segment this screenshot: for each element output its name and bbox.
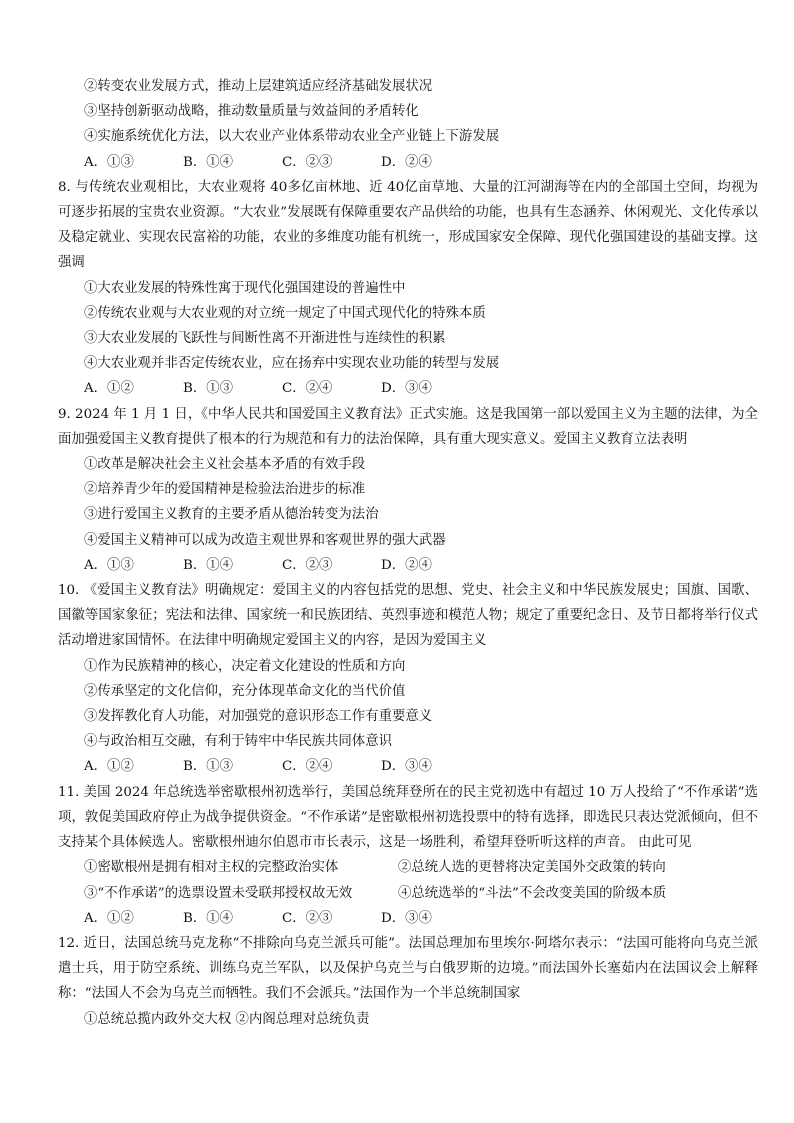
q11-option-1: ①密歇根州是拥有相对主权的完整政治实体 xyxy=(84,860,339,876)
q8-choice-b: B．①③ xyxy=(183,381,234,397)
q9-choice-c: C．②③ xyxy=(282,557,333,573)
q9-option-4: ④爱国主义精神可以成为改造主观世界和客观世界的强大武器 xyxy=(84,532,446,548)
q11-answer-choices xyxy=(58,906,758,931)
q9-answer-choices xyxy=(58,553,758,578)
q8-choice-d: D．③④ xyxy=(381,381,432,397)
choice-d: D．②④ xyxy=(381,154,432,170)
q12-options-1-2: ①总统总揽内政外交大权 ②内阁总理对总统负责 xyxy=(84,1011,370,1027)
question-8-stem: 8. 与传统农业观相比，大农业观将 40多亿亩林地、近 40亿亩草地、大量的江河湖海等在内的全部国土空间，均视为可逐步拓展的宝贵农业资源。“大农业”发展既有保障重要农产品供给的功能，也具有生态涵养、休闲观光、文化传承以及稳定就业、实现农民富裕的功能，农业的多维度功能有机统一，形成国家安全保障、现代化强国建设的基础支撑。这强调 xyxy=(58,179,758,271)
q11-choice-d: D．③④ xyxy=(381,910,432,926)
exam-page xyxy=(58,74,758,1032)
q8-choice-c: C．②④ xyxy=(282,381,333,397)
question-9-stem: 9. 2024 年 1 月 1 日，《中华人民共和国爱国主义教育法》正式实施。这是我国第一部以爱国主义为主题的法律，为全面加强爱国主义教育提供了根本的行为规范和有力的法治保障，具有重大现实意义。爱国主义教育立法表明 xyxy=(58,406,758,447)
choice-a: A．①③ xyxy=(84,154,134,170)
question-12-stem: 12. 近日，法国总统马克龙称“不排除向乌克兰派兵可能”。法国总理加布里埃尔·阿塔尔表示：“法国可能将向乌克兰派遣士兵，用于防空系统、训练乌克兰军队，以及保护乌克兰与白俄罗斯的边境。”而法国外长塞茹内在法国议会上解释称：“法国人不会为乌克兰而牺牲。我们不会派兵。”法国作为一个半总统制国家 xyxy=(58,935,758,1002)
answer-choices xyxy=(58,150,758,175)
q8-option-1: ①大农业发展的特殊性寓于现代化强国建设的普遍性中 xyxy=(84,280,406,296)
q11-option-3: ③“不作承诺”的选票设置未受联邦授权故无效 xyxy=(84,885,353,901)
q10-choice-a: A．①② xyxy=(84,759,134,775)
q9-option-3: ③进行爱国主义教育的主要矛盾从德治转变为法治 xyxy=(84,507,379,523)
q10-option-1: ①作为民族精神的核心，决定着文化建设的性质和方向 xyxy=(84,658,406,674)
q9-choice-a: A．①③ xyxy=(84,557,134,573)
question-11-stem: 11. 美国 2024 年总统选举密歇根州初选举行，美国总统拜登所在的民主党初选中有超过 10 万人投给了“不作承诺”选项，敦促美国政府停止为战争提供资金。“不作承诺”是密歇根州初选投票中的特有选择，即选民只表达党派倾向，但不支持某个具体候选人。密歇根州迪尔伯恩市市长表示，这是一场胜利，希望拜登听听这样的声音。 由此可见 xyxy=(58,784,758,851)
option-4: ④实施系统优化方法，以大农业产业体系带动农业全产业链上下游发展 xyxy=(84,129,500,145)
option-3: ③坚持创新驱动战略，推动数量质量与效益间的矛盾转化 xyxy=(84,104,419,120)
q8-choice-a: A．①② xyxy=(84,381,134,397)
q11-option-2: ②总统人选的更替将决定美国外交政策的转向 xyxy=(398,860,666,876)
q8-option-2: ②传统农业观与大农业观的对立统一规定了中国式现代化的特殊本质 xyxy=(84,305,486,321)
q10-choice-c: C．②④ xyxy=(282,759,333,775)
q10-answer-choices xyxy=(58,754,758,779)
q9-option-2: ②培养青少年的爱国精神是检验法治进步的标准 xyxy=(84,482,366,498)
q11-options-row-1 xyxy=(58,855,758,880)
q11-options-row-2 xyxy=(58,881,758,906)
q11-choice-b: B．①④ xyxy=(183,910,234,926)
q8-option-3: ③大农业发展的飞跃性与间断性离不开渐进性与连续性的积累 xyxy=(84,331,446,347)
choice-c: C．②③ xyxy=(282,154,333,170)
q11-choice-c: C．②③ xyxy=(282,910,333,926)
q8-answer-choices xyxy=(58,376,758,401)
q10-choice-b: B．①③ xyxy=(183,759,234,775)
question-10-stem: 10. 《爱国主义教育法》明确规定：爱国主义的内容包括党的思想、党史、社会主义和中华民族发展史；国旗、国歌、国徽等国家象征；宪法和法律、国家统一和民族团结、英烈事迹和模范人物；规定了重要纪念日、及节日都将举行仪式活动增进家国情怀。在法律中明确规定爱国主义的内容，是因为爱国主义 xyxy=(58,583,758,649)
q9-choice-b: B．①④ xyxy=(183,557,234,573)
q10-option-2: ②传承坚定的文化信仰，充分体现革命文化的当代价值 xyxy=(84,683,406,699)
q10-option-4: ④与政治相互交融，有利于铸牢中华民族共同体意识 xyxy=(84,734,392,750)
q11-choice-a: A．①② xyxy=(84,910,134,926)
q10-choice-d: D．③④ xyxy=(381,759,432,775)
q8-option-4: ④大农业观并非否定传统农业，应在扬弃中实现农业功能的转型与发展 xyxy=(84,356,500,372)
q11-option-4: ④总统选举的“斗法”不会改变美国的阶级本质 xyxy=(398,885,667,901)
q10-option-3: ③发挥教化育人功能，对加强党的意识形态工作有重要意义 xyxy=(84,709,433,725)
q9-option-1: ①改革是解决社会主义社会基本矛盾的有效手段 xyxy=(84,457,366,473)
option-2: ②转变农业发展方式，推动上层建筑适应经济基础发展状况 xyxy=(84,79,433,94)
q9-choice-d: D．②④ xyxy=(381,557,432,573)
choice-b: B．①④ xyxy=(183,154,234,170)
